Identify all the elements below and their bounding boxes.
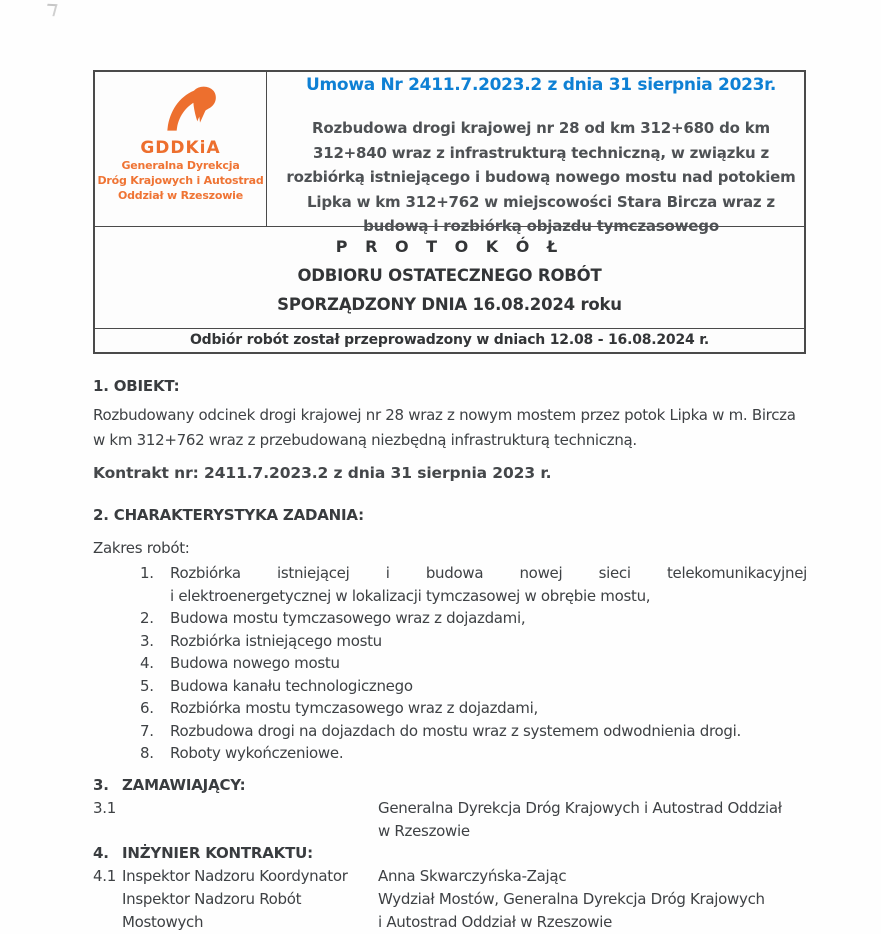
list-item (93, 652, 806, 675)
list-item-number: 6. (140, 699, 154, 717)
engineer-role-column: Inspektor Nadzoru Koordynator Inspektor Nadzoru Robót Mostowych (122, 866, 348, 931)
section-engineer-heading (93, 844, 806, 862)
protocol-date-line: SPORZĄDZONY DNIA 16.08.2024 roku (277, 295, 622, 314)
list-item (93, 720, 806, 743)
list-item (93, 742, 806, 765)
list-item-number: 8. (140, 744, 154, 762)
contract-cell (267, 72, 815, 235)
list-item-text: Rozbiórka mostu tymczasowego wraz z dojazdami, (170, 699, 538, 717)
protocol-title: P R O T O K Ó Ł (335, 237, 564, 256)
acceptance-note: Odbiór robót został przeprowadzony w dniach 12.08 - 16.08.2024 r. (189, 332, 710, 348)
section-employer-heading (93, 776, 806, 794)
list-item-number: 5. (140, 676, 154, 695)
section-object-heading: 1. OBIEKT: (93, 377, 180, 395)
contract-number-line: Kontrakt nr: 2411.7.2023.2 z dnia 31 sierpnia 2023 r. (93, 464, 552, 482)
section-number: 4. (93, 843, 109, 862)
header-table (93, 70, 806, 354)
list-item (93, 630, 806, 653)
list-item (93, 562, 806, 607)
list-item (93, 675, 806, 698)
document-body (93, 377, 806, 934)
list-item-text: Rozbiórka istniejącej i budowa nowej sieci telekomunikacyjnej i elektroenergetycznej w lokalizacji tymczasowej w obrębie mostu, (170, 564, 807, 605)
list-item-number: 4. (140, 654, 154, 672)
scope-label: Zakres robót: (93, 539, 190, 557)
row-number: 4.1 (93, 866, 116, 885)
list-item-text: Rozbudowa drogi na dojazdach do mostu wraz z systemem odwodnienia drogi. (170, 721, 741, 740)
engineer-row (93, 865, 806, 934)
list-item-number: 3. (140, 631, 154, 650)
header-row-contract (95, 72, 804, 235)
gddkia-name-line3: Oddział w Rzeszowie (117, 189, 244, 202)
list-item-text: Rozbiórka istniejącego mostu (170, 631, 382, 650)
gddkia-name-line2: Dróg Krajowych i Autostrad (97, 174, 264, 187)
engineer-value-column: Anna Skwarczyńska-Zając Wydział Mostów, Generalna Dyrekcja Dróg Krajowych i Autostrad Oddział w Rzeszowie (378, 866, 765, 931)
contract-number-title: Umowa Nr 2411.7.2023.2 z dnia 31 sierpnia 2023r. (306, 75, 776, 95)
gddkia-name-line1: Generalna Dyrekcja (121, 159, 240, 172)
list-item (93, 697, 806, 720)
section-title: INŻYNIER KONTRAKTU: (122, 843, 313, 862)
scan-artifact (44, 4, 57, 17)
project-description: Rozbudowa drogi krajowej nr 28 od km 312+680 do km 312+840 wraz z infrastrukturą techniczną, w związku z rozbiórką istniejącego i budową nowego mostu nad potokiem Lipka w km 312+762 w miejscowości Stara Bircza wraz z budową i rozbiórką objazdu tymczasowego (286, 119, 796, 235)
list-item-number: 1. (140, 564, 154, 582)
protocol-subtitle: ODBIORU OSTATECZNEGO ROBÓT (297, 266, 602, 285)
employer-row (93, 797, 806, 843)
gddkia-acronym: GDDKiA (140, 138, 221, 158)
section-characteristics-heading: 2. CHARAKTERYSTYKA ZADANIA: (93, 506, 364, 524)
list-item-number: 7. (140, 721, 154, 740)
section-title: ZAMAWIAJĄCY: (122, 775, 246, 794)
row-number: 3.1 (93, 798, 116, 817)
section-number: 3. (93, 775, 109, 794)
list-item-text: Roboty wykończeniowe. (170, 744, 344, 762)
scope-list (93, 562, 806, 765)
list-item-number: 2. (140, 609, 154, 627)
gddkia-logo (95, 72, 267, 226)
employer-role-column (122, 797, 378, 843)
employer-value-column: Generalna Dyrekcja Dróg Krajowych i Autostrad Oddział w Rzeszowie (378, 798, 782, 840)
acceptance-note-row (95, 329, 804, 352)
section-object-body: Rozbudowany odcinek drogi krajowej nr 28 wraz z nowym mostem przez potok Lipka w m. Bircza w km 312+762 wraz z przebudowaną niezbędną infrastrukturą techniczną. (93, 406, 796, 449)
list-item-text: Budowa kanału technologicznego (170, 676, 413, 695)
list-item-text: Budowa nowego mostu (170, 654, 340, 672)
list-item-text: Budowa mostu tymczasowego wraz z dojazdami, (170, 609, 526, 627)
gddkia-eagle-icon (158, 117, 222, 136)
protocol-title-row (95, 227, 804, 329)
list-item (93, 607, 806, 630)
